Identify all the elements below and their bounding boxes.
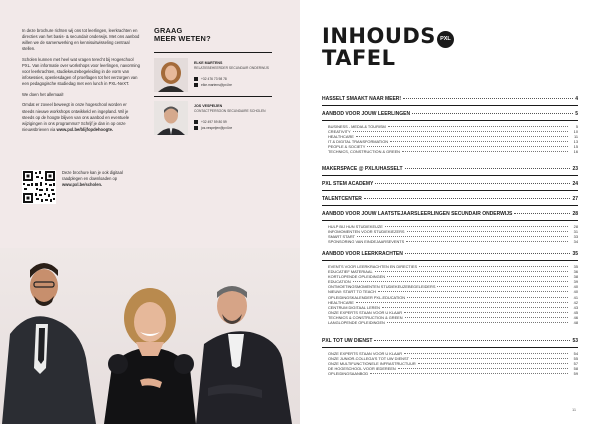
toc-subitem[interactable]: NIEUW: START TO TEACH 40: [328, 289, 578, 295]
toc-title: INHOUDS PXL TAFEL: [322, 26, 455, 69]
intro-text: [22, 28, 140, 137]
toc-section-1[interactable]: HASSELT SMAAKT NAAR MEER! 4: [322, 96, 578, 106]
section-rule: [322, 260, 578, 261]
contact-email-2[interactable]: jos.vespeijen@pxl.be: [194, 126, 232, 130]
toc-subitem[interactable]: INFOMOMENTEN VOOR STUDIEKIEZERS 31: [328, 229, 578, 235]
toc-subitem[interactable]: IT & DIGITAL TRANSFORMATION 13: [328, 139, 578, 145]
toc-subitem[interactable]: ONZE JUNIOR-COLLEGA'S TOT UW DIENST 55: [328, 356, 578, 362]
contact-divider-middle: [154, 96, 272, 97]
digital-brochure-note: Deze brochure kan je ook digitaal raadplegen en downloaden op www.pxl.be/scholen.: [62, 170, 123, 187]
toc-subitem[interactable]: PEOPLE & SOCIETY 15: [328, 144, 578, 150]
contact-role-1: RELATIEBEHEERDER SECUNDAIR ONDERWIJS: [194, 66, 269, 70]
section-rule: [322, 190, 578, 191]
toc-subitem[interactable]: ONZE EXPERTS STAAN VOOR U KLAAR 45: [328, 309, 578, 315]
intro-paragraph-2: Scholen kunnen met heel wat vragen terecht bij Hogeschool PXL. Van informatie over workshops voor leerlingen, navorming voor leerkrachten, studiekeuzebegeleiding in de vorm van infosessies, openlesdagen of proeflagen tot het verzorgen van een pedagogische studiedag met een lunch in PXL-NeXT.: [22, 56, 140, 87]
contact-card-1: [154, 58, 272, 94]
toc-subitem[interactable]: EDUCATION 39: [328, 279, 578, 285]
toc-subitems-6: [322, 224, 578, 244]
toc-section-8[interactable]: PXL TOT UW DIENST 53 ONZE EXPERTS STAAN VOOR U KLAAR 54 ONZE JUNIOR-COLLEGA'S TOT UW DIENST 55 ONZE MULTIFUNCTIONELE INFRASTRUCTUUR 57 DE HOGESCHOOL VOOR IEDEREEN 58 OPLEIDINGSAANBOD 59: [322, 338, 578, 377]
contact-phone-2[interactable]: +32 497 59 80 59: [194, 120, 227, 124]
contact-name-2: JOS VESPEIJEN: [194, 104, 223, 108]
toc-section-4[interactable]: PXL STEM ACADEMY 24: [322, 181, 578, 191]
toc-subitem[interactable]: ONTMOETINGSMOMENTEN STUDIEKEUZEBEGELEIDERS 40: [328, 284, 578, 290]
toc-subitems-7: [322, 264, 578, 325]
section-rule: [322, 105, 578, 106]
toc-subitem[interactable]: DE HOGESCHOOL VOOR IEDEREEN 58: [328, 366, 578, 372]
newsletter-link[interactable]: www.pxl.be/blijfopdehoogte.: [56, 126, 114, 132]
contact-role-2: CONTACTPERSOON SECUNDAIRE SCHOLEN: [194, 109, 266, 113]
toc-subitem[interactable]: SPONSORING VAN EINDEJAARSEVENTS 34: [328, 239, 578, 245]
page-number: 11: [572, 407, 577, 412]
toc-subitems-8: [322, 351, 578, 376]
toc-section-5[interactable]: TALENTCENTER 27: [322, 196, 578, 206]
toc-subitem[interactable]: HEALTHCARE 11: [328, 134, 578, 140]
intro-paragraph-4: Omdat er zoveel beweegt in onze hogeschool worden er steeds nieuwe workshops ontwikkeld en ingepland. Wil je steeds op de hoogte blijven van ons aanbod en eventuele wijzigingen in ons programma? Schrijf je dan in op onze nieuwsbrieven via www.pxl.be/blijfopdehoogte.: [22, 102, 130, 132]
mail-icon: [194, 83, 198, 87]
toc-section-7[interactable]: AANBOD VOOR LEERKRACHTEN 35 EVENTS VOOR LEERKRACHTEN EN DIRECTIES 35 EDUCATIEF MATERIAAL 36 KORTLOPENDE OPLEIDINGEN 38 EDUCATION 39 ONTMOETINGSMOMENTEN STUDIEKEUZEBEGELEIDERS 40 NIEUW: START TO TEACH 40 OPLEIDINGSKALENDER PXL-EDUCATION 41 HEALTHCARE 42 CENTRUM DIGITAAL LEREN 43 ONZE EXPERTS STAAN VOOR U KLAAR 45 TECHNICS & CONSTRUCTION & GREEN 46 LANGLOPENDE OPLEIDINGEN 48: [322, 251, 578, 326]
toc-subitem[interactable]: SMART START 33: [328, 234, 578, 240]
toc-subitems-2: [322, 124, 578, 155]
toc-section-6[interactable]: AANBOD VOOR JOUW LAATSTEJAARSLEERLINGEN SECUNDAIR ONDERWIJS 28 HULP BIJ HUN STUDIEKEUZE 28 INFOMOMENTEN VOOR STUDIEKIEZERS 31 SMART START 33 SPONSORING VAN EINDEJAARSEVENTS 34: [322, 211, 578, 245]
team-photo-illustration: [0, 248, 300, 424]
toc-section-2[interactable]: AANBOD VOOR JOUW LEERLINGEN 5 BUSINESS - MEDIA & TOURISM 5 CREATIVITY 10 HEALTHCARE 11 IT & DIGITAL TRANSFORMATION 13 PEOPLE & SOCIETY 15 TECHNICS, CONSTRUCTION & GREEN 16: [322, 111, 578, 155]
team-photo: [0, 248, 300, 424]
toc-subitem[interactable]: EDUCATIEF MATERIAAL 36: [328, 269, 578, 275]
toc-section-3[interactable]: MAKERSPACE @ PXL/UHASSELT 23: [322, 166, 578, 176]
qr-code-icon: [22, 170, 56, 204]
pxl-logo-badge: PXL: [437, 31, 454, 48]
contact-card-2: [154, 101, 272, 137]
section-rule: [322, 220, 578, 221]
toc-subitem[interactable]: BUSINESS - MEDIA & TOURISM 5: [328, 124, 578, 129]
contact-name-1: ELKE MARTENS: [194, 61, 223, 65]
toc-subitem[interactable]: TECHNICS & CONSTRUCTION & GREEN 46: [328, 314, 578, 320]
phone-icon: [194, 120, 198, 124]
contact-divider-top: [154, 52, 272, 53]
portrait-icon: [154, 101, 188, 135]
toc-subitem[interactable]: CENTRUM DIGITAAL LEREN 43: [328, 304, 578, 310]
portrait-icon: [154, 58, 188, 92]
toc-subitem[interactable]: EVENTS VOOR LEERKRACHTEN EN DIRECTIES 35: [328, 264, 578, 269]
intro-paragraph-3: We doen het allemaal!: [22, 91, 64, 97]
section-rule: [322, 175, 578, 176]
scholen-link[interactable]: www.pxl.be/scholen.: [62, 182, 103, 187]
mail-icon: [194, 126, 198, 130]
intro-paragraph-1: In deze brochure richten wij ons tot leerlingen, leerkrachten en directies van het basis- & secundair onderwijs. Met ons aanbod willen we de samenwerking en kennisuitwisseling centraal stellen.: [22, 28, 140, 52]
toc-subitem[interactable]: OPLEIDINGSAANBOD 59: [328, 371, 578, 377]
qr-code[interactable]: [22, 170, 56, 204]
toc-subitem[interactable]: KORTLOPENDE OPLEIDINGEN 38: [328, 274, 578, 280]
toc-subitem[interactable]: CREATIVITY 10: [328, 129, 578, 135]
section-rule: [322, 120, 578, 121]
section-rule: [322, 205, 578, 206]
section-rule: [322, 347, 578, 348]
toc-subitem[interactable]: ONZE EXPERTS STAAN VOOR U KLAAR 54: [328, 351, 578, 356]
toc-subitem[interactable]: TECHNICS, CONSTRUCTION & GREEN 16: [328, 149, 578, 155]
contact-heading: GRAAG MEER WETEN?: [154, 26, 211, 44]
toc-subitem[interactable]: HEALTHCARE 42: [328, 299, 578, 305]
contact-photo-1: [154, 58, 188, 92]
contact-photo-2: [154, 101, 188, 135]
phone-icon: [194, 77, 198, 81]
toc-subitem[interactable]: HULP BIJ HUN STUDIEKEUZE 28: [328, 224, 578, 229]
contact-phone-1[interactable]: +32 476 73 98 78: [194, 77, 227, 81]
toc-subitem[interactable]: OPLEIDINGSKALENDER PXL-EDUCATION 41: [328, 294, 578, 300]
toc-subitem[interactable]: LANGLOPENDE OPLEIDINGEN 48: [328, 320, 578, 326]
right-page: [300, 0, 600, 424]
toc-subitem[interactable]: ONZE MULTIFUNCTIONELE INFRASTRUCTUUR 57: [328, 361, 578, 367]
contact-email-1[interactable]: elke.martens@pxl.be: [194, 83, 232, 87]
